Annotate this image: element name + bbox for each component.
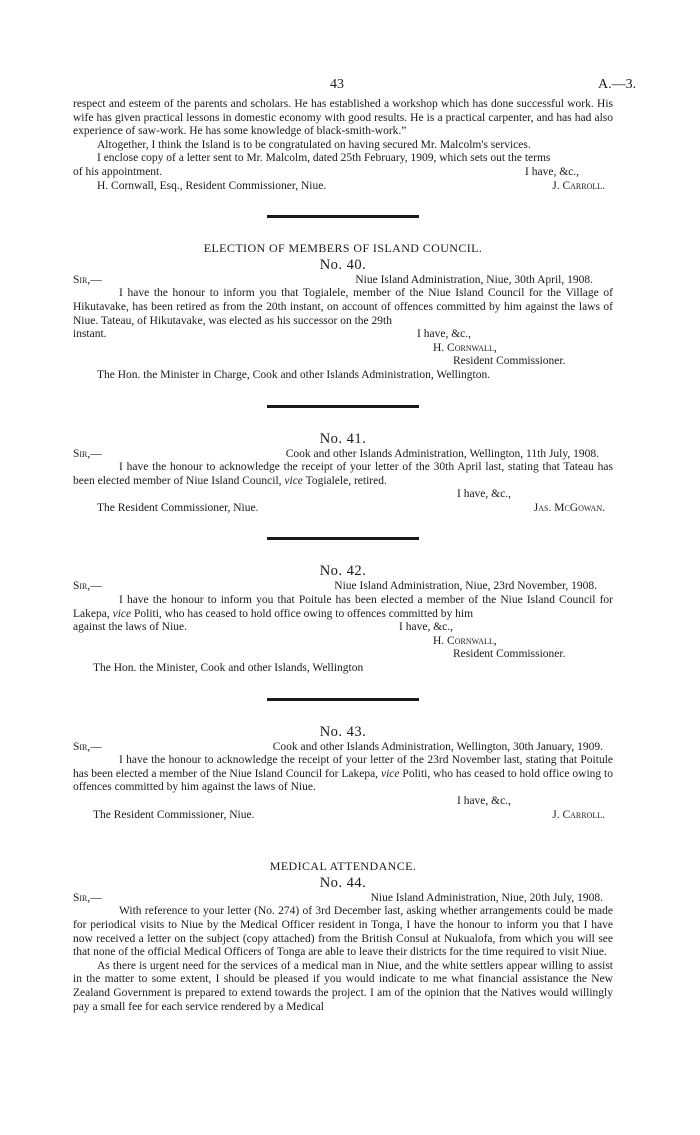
intro-paragraph-2: Altogether, I think the Island is to be congratulated on having secured Mr. Malcolm's services. [97,138,531,151]
section-heading-election: ELECTION OF MEMBERS OF ISLAND COUNCIL. [203,241,483,256]
letter-number-40: No. 40. [319,256,367,273]
document-reference: A.—3. [598,77,637,92]
intro-signer: J. Carroll. [552,179,605,192]
letter-43-addressee: The Resident Commissioner, Niue. [93,808,255,821]
letter-41-header [73,448,613,462]
letter-40-place-date: Niue Island Administration, Niue, 30th April, 1908. [355,273,593,286]
section-heading-medical: MEDICAL ATTENDANCE. [269,859,417,874]
letter-44-paragraph-2: As there is urgent need for the services of a medical man in Niue, and the white settlers appear willing to assist in the matter to some extent, I should be pleased if you would indicate to me what financial assistance the New Zealand Government is prepared to extend towards the project. I am of the opinion that the Natives would willingly pay a small fee for each service rendered by a Medical [73,959,613,1013]
page-content [73,98,613,1014]
letter-44-header [73,892,613,906]
letter-41-place-date: Cook and other Islands Administration, Wellington, 11th July, 1908. [285,447,599,460]
letter-43-vice: vice [380,767,400,780]
letter-40-salutation: Sir,— [73,273,102,286]
letter-43-closing: I have, &c., [457,795,511,807]
letter-41-body-text: I have the honour to acknowledge the receipt of your letter of the 30th April last, stating that Tateau has been elected member of Niue Island Council, [73,461,613,487]
letter-number-41: No. 41. [319,430,367,447]
intro-paragraph-3: I enclose copy of a letter sent to Mr. Malcolm, dated 25th February, 1909, which sets out the terms [97,152,551,165]
letter-number-42: No. 42. [319,563,367,580]
letter-40-body-end: instant. [73,328,107,341]
intro-signature-row [73,180,613,194]
letter-41-salutation: Sir,— [73,447,102,460]
intro-paragraph-3-end: of his appointment. [73,165,163,178]
letter-44-salutation: Sir,— [73,891,102,904]
letter-40-closing: I have, &c., [417,328,471,341]
letter-40-closing-row [73,328,613,342]
letter-42-body-text-mid: Politi, who has ceased to hold office owing to offences committed by him [133,607,474,620]
intro-closing-row [73,166,613,180]
letter-40-addressee: The Hon. the Minister in Charge, Cook and other Islands Administration, Wellington. [97,368,491,381]
letter-41-signature-row [73,502,613,516]
letter-43-place-date: Cook and other Islands Administration, Wellington, 30th January, 1909. [272,740,603,753]
letter-42-vice: vice [112,607,132,620]
letter-43-body [73,754,613,795]
letter-42-addressee: The Hon. the Minister, Cook and other Islands, Wellington [93,662,364,675]
letter-42-closing: I have, &c., [399,621,453,634]
letter-42-closing-row [73,621,613,635]
intro-paragraph-1: respect and esteem of the parents and scholars. He has established a workshop which has done successful work. His wife has given practical lessons in domestic economy with good results. He is a practical carpenter, and has had also experience of saw-work. He has some knowledge of black-smith-work.” [73,98,613,138]
letter-number-43: No. 43. [319,723,367,740]
letter-40-signer: H. Cornwall, [433,341,497,354]
letter-43-header [73,741,613,755]
letter-41-closing: I have, &c., [457,488,511,501]
letter-41-body [73,461,613,488]
letter-42-body-text: I have the honour to inform you that Poitule has been elected a member of the Niue Island Council for Lakepa, [73,594,613,620]
page-number: 43 [330,77,344,92]
letter-42-signer-title: Resident Commissioner. [453,648,566,661]
letter-42-body [73,594,613,621]
letter-44-paragraph-1: With reference to your letter (No. 274) of 3rd December last, asking whether arrangements could be made for periodical visits to Niue by the Medical Officer resident in Tonga, I have the honour to inform you that I have now received a letter on the subject (copy attached) from the British Consul at Nukualofa, from which you will see that none of the official Medical Officers of Tonga are able to leave their districts for the time required to visit Niue. [73,905,613,959]
letter-40-signer-title: Resident Commissioner. [453,355,566,368]
letter-42-salutation: Sir,— [73,580,102,593]
letter-43-signature-row [73,809,613,823]
letter-40-header [73,274,613,288]
letter-41-body-text-end: Togialele, retired. [305,474,387,487]
letter-42-place-date: Niue Island Administration, Niue, 23rd November, 1908. [334,580,597,593]
letter-number-44: No. 44. [319,874,367,891]
intro-addressee: H. Cornwall, Esq., Resident Commissioner, Niue. [97,179,327,192]
letter-41-addressee: The Resident Commissioner, Niue. [97,501,259,514]
letter-41-vice: vice [284,474,303,487]
letter-43-body-text: I have the honour to acknowledge the receipt of your letter of the 23rd November last, stating that Poitule has been elected a member of the Niue Island Council for Lakepa, [73,754,613,780]
letter-42-body-end: against the laws of Niue. [73,621,188,634]
letter-42-header [73,580,613,594]
letter-43-signer: J. Carroll. [552,808,605,821]
intro-closing: I have, &c., [525,165,579,178]
letter-43-salutation: Sir,— [73,740,102,753]
letter-41-signer: Jas. McGowan. [533,501,605,514]
letter-42-signer: H. Cornwall, [433,634,497,647]
letter-43-body-text-end: Politi, who has ceased to hold office owing to offences committed by him against the laws of Niue. [73,767,613,794]
letter-40-body: I have the honour to inform you that Togialele, member of the Niue Island Council for the Village of Hikutavake, has been retired as from the 20th instant, on account of offences committed by him against the laws of Niue. Tateau, of Hikutavake, was elected as his successor on the 29th [73,287,613,327]
letter-44-place-date: Niue Island Administration, Niue, 20th July, 1908. [370,891,603,904]
